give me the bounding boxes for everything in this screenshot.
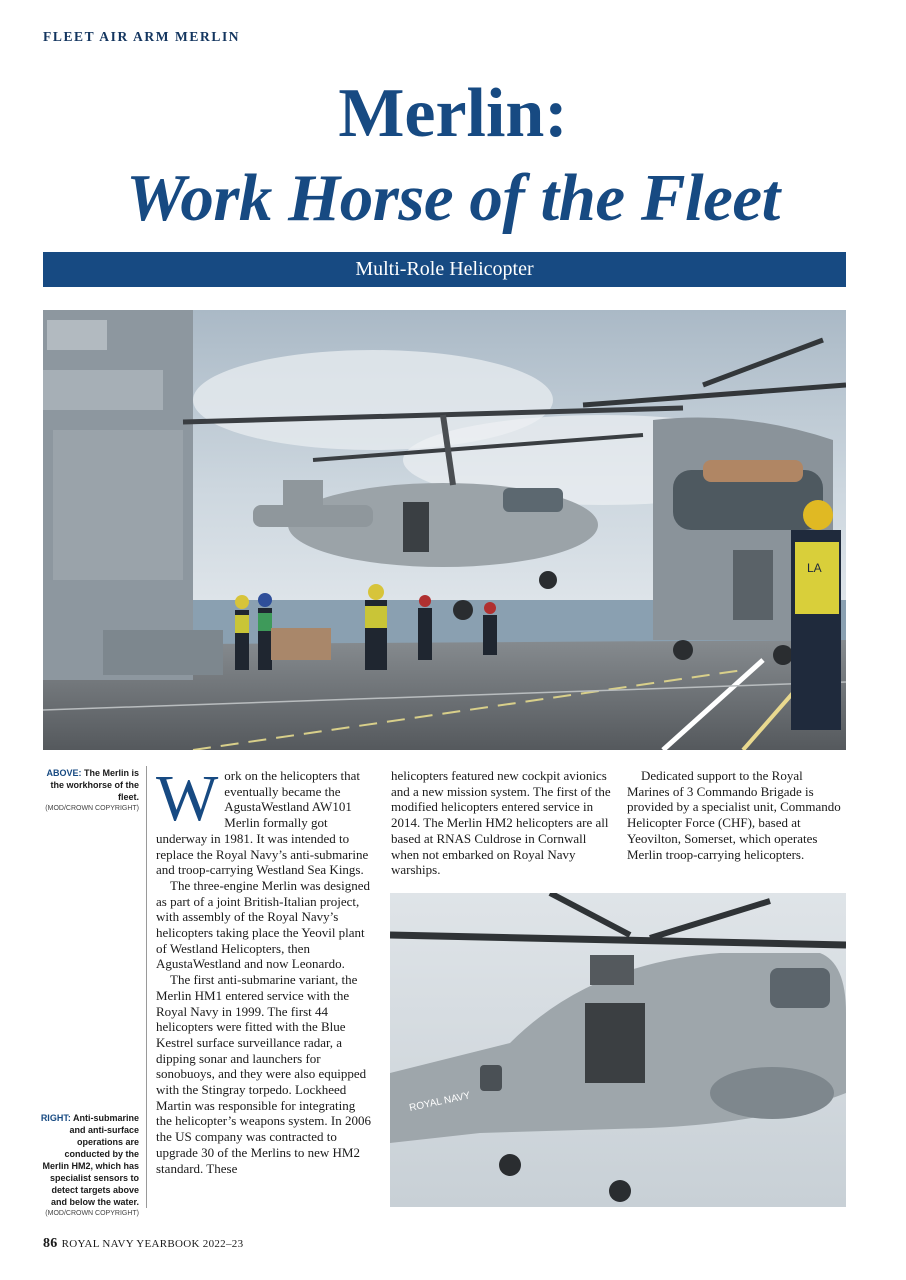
drop-cap: W <box>156 762 219 835</box>
caption-right-text: Anti-submarine and anti-surface operations are conducted by the Merlin HM2, which has specialist sensors to detect targets above and below the water. <box>42 1113 139 1207</box>
subtitle-banner: Multi-Role Helicopter <box>43 252 846 287</box>
fuselage-label: ROYAL NAVY <box>408 1090 472 1114</box>
title-line1: Merlin: <box>338 75 568 152</box>
publication-name: ROYAL NAVY YEARBOOK 2022–23 <box>61 1238 244 1250</box>
article-column-1 <box>156 762 374 1176</box>
caption-right-credit: (MOD/CROWN COPYRIGHT) <box>45 1210 139 1217</box>
caption-right <box>40 1112 139 1220</box>
paragraph: Dedicated support to the Royal Marines of 3 Commando Brigade is provided by a specialist unit, Commando Helicopter Force (CHF), based at Yeovilton, Somerset, which operates Merlin troop-carrying helicopters. <box>627 768 841 862</box>
merlin-deck-photo <box>43 310 846 750</box>
column-rule <box>146 766 147 1208</box>
merlin-hm2-photo <box>390 893 846 1207</box>
caption-above-credit: (MOD/CROWN COPYRIGHT) <box>45 805 139 812</box>
caption-above-text: The Merlin is the workhorse of the fleet. <box>50 768 139 802</box>
article-column-3 <box>627 768 847 862</box>
paragraph: The three-engine Merlin was designed as part of a joint British-Italian project, with assembly of the Royal Navy’s helicopters taking place the Yeovil plant of Westland Helicopters, then AgustaWestland and now Leonardo. <box>156 877 370 972</box>
caption-above-lead: ABOVE: <box>46 768 82 778</box>
page-number: 86 <box>43 1236 58 1251</box>
paragraph: Work on the helicopters that eventually became the AgustaWestland AW101 Merlin formally got underway in 1981. It was intended to replace the Royal Navy’s anti-submarine and troop-carrying Westland Sea Kings. <box>156 762 369 878</box>
article-column-2 <box>391 768 613 878</box>
title-line2: Work Horse of the Fleet <box>126 161 780 235</box>
paragraph: helicopters featured new cockpit avionics and a new mission system. The first of the modified helicopters entered service in 2014. The Merlin HM2 helicopters are all based at RNAS Culdrose in Cornwall when not embarked on Royal Navy warships. <box>391 768 611 878</box>
caption-right-lead: RIGHT: <box>40 1113 71 1123</box>
section-label: FLEET AIR ARM MERLIN <box>43 29 241 44</box>
paragraph: The first anti-submarine variant, the Merlin HM1 entered service with the Royal Navy in 1999. The first 44 helicopters were fitted with the Blue Kestrel surface surveillance radar, a dipping sonar and launchers for sonobuoys, and they were also equipped with the Stingray torpedo. Lockheed Martin was responsible for integrating the helicopter’s weapons system. In 2006 the US company was contracted to upgrade 30 of the Merlins to new HM2 standard. These <box>156 972 371 1176</box>
vest-label: LA <box>807 561 822 575</box>
caption-above <box>43 767 139 815</box>
page-footer <box>43 1236 243 1252</box>
